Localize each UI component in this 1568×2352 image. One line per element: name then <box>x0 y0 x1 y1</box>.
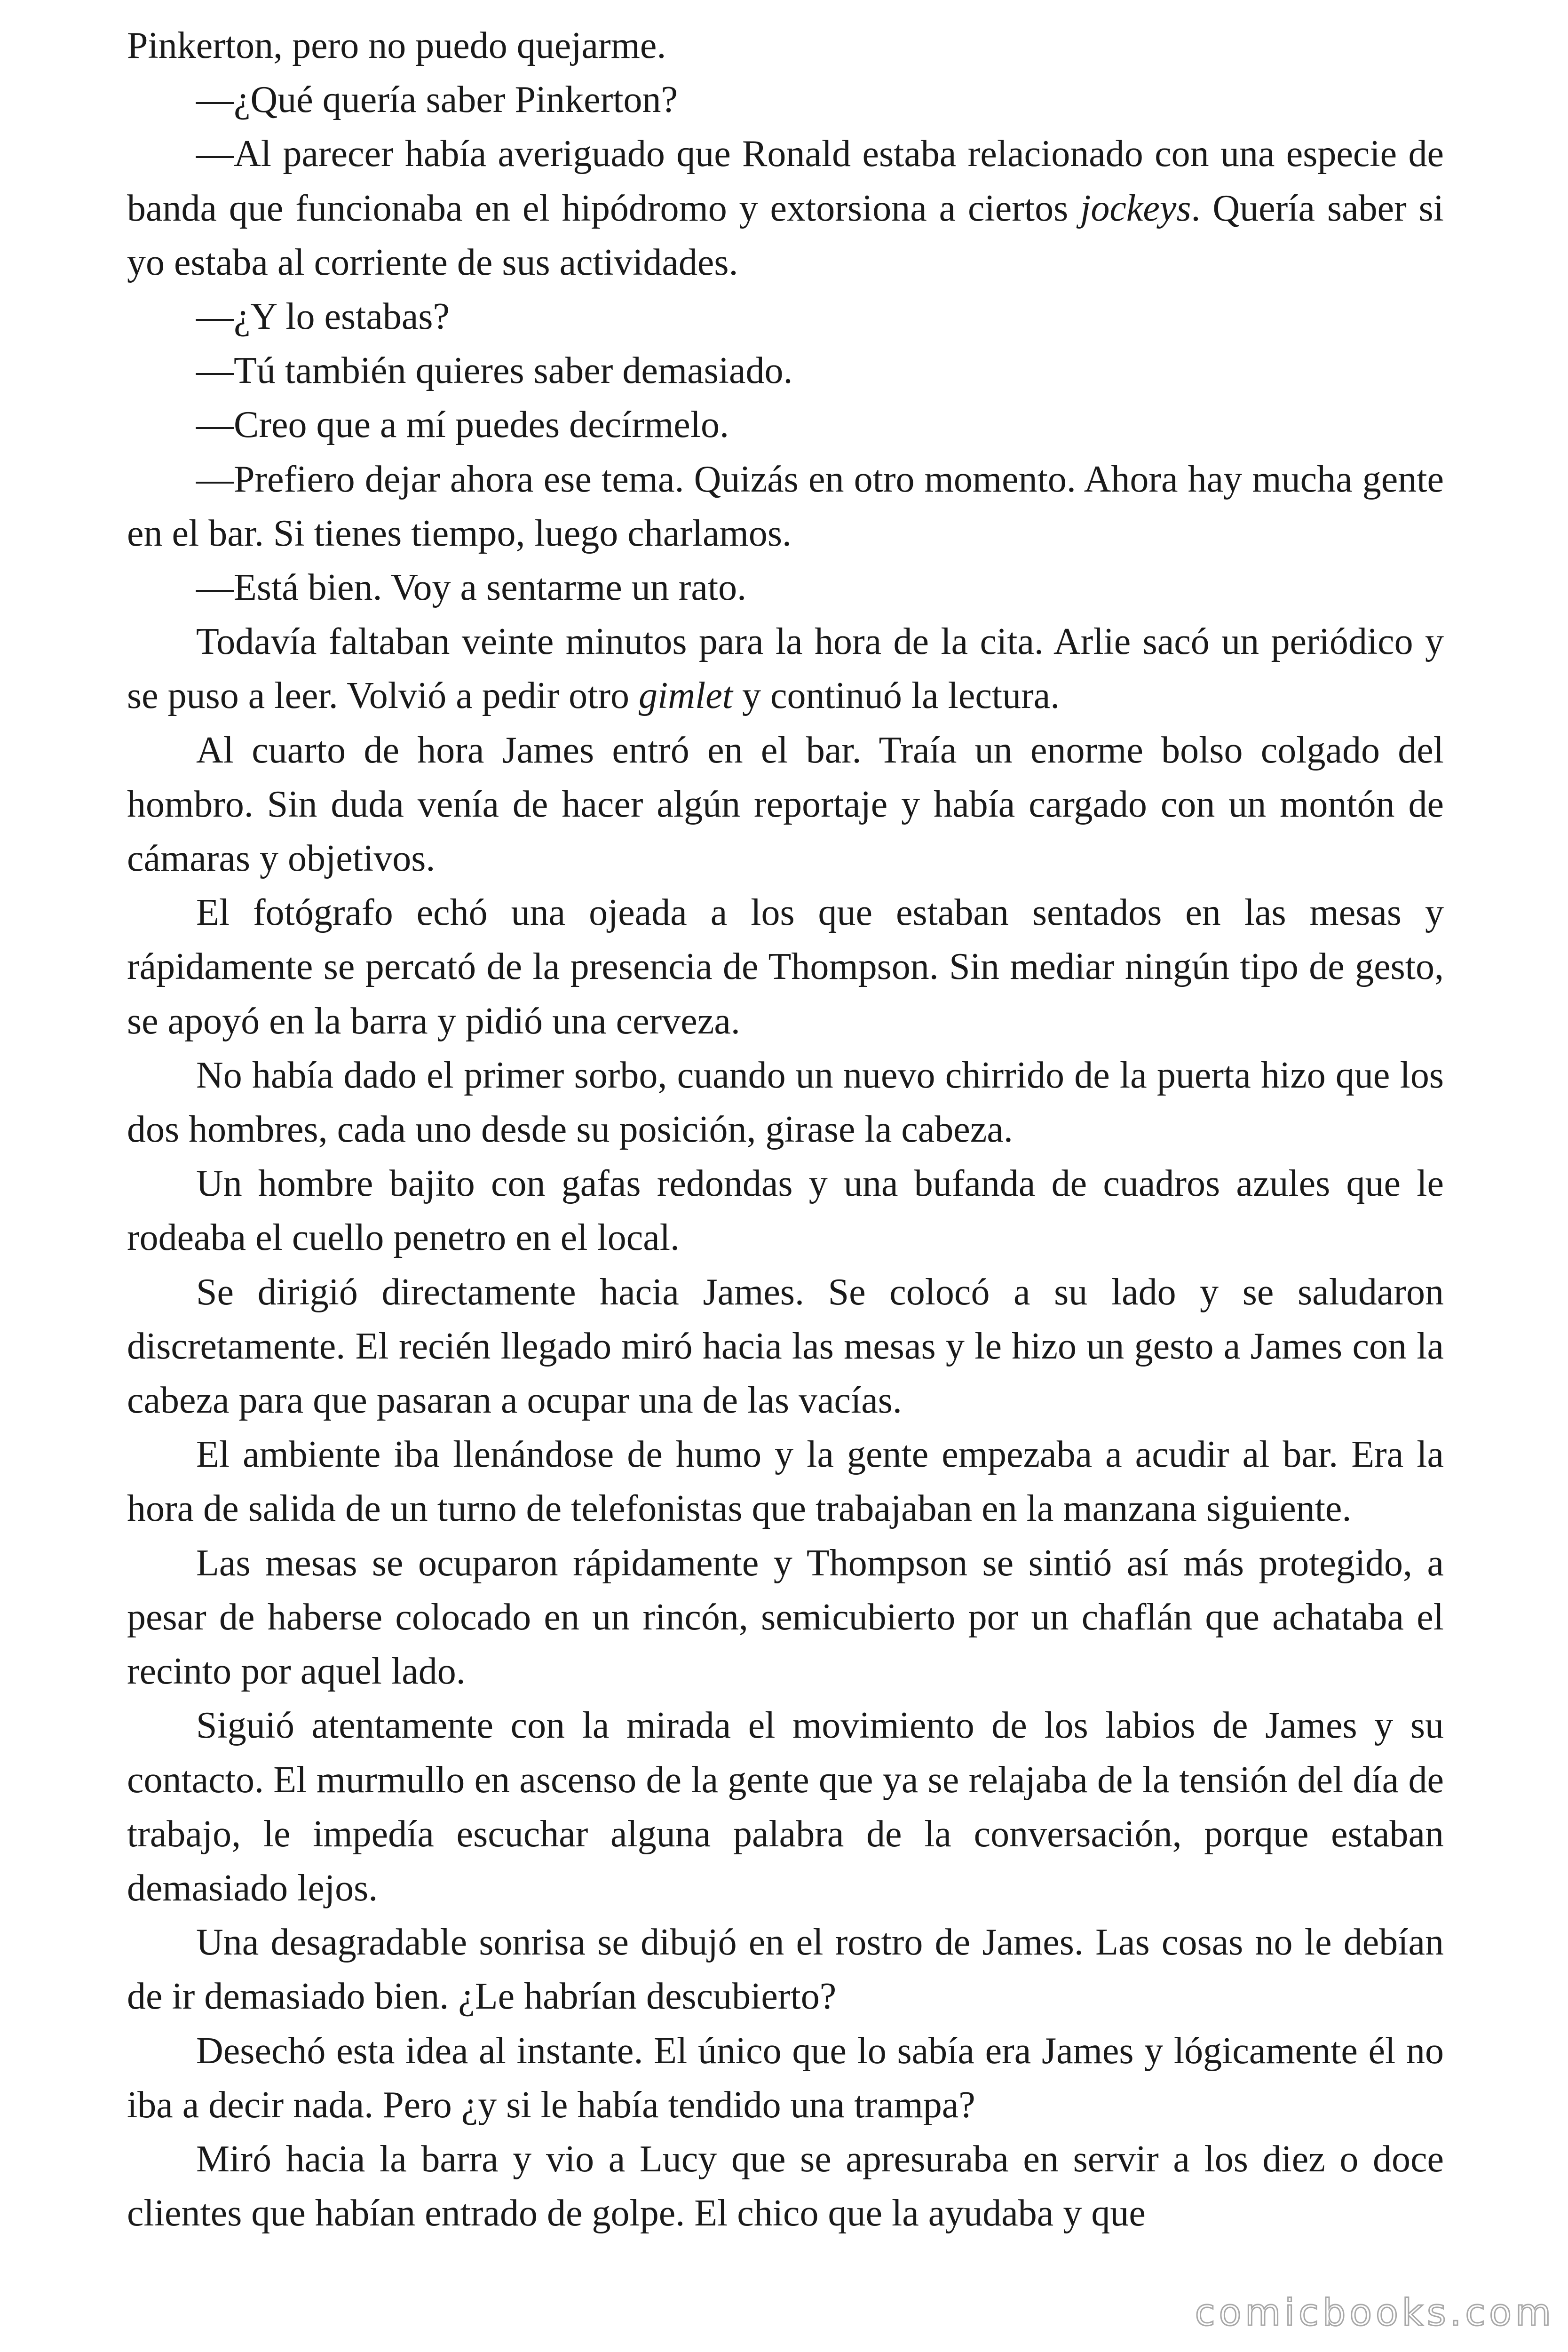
paragraph: —Tú también quieres saber demasiado. <box>196 350 793 392</box>
paragraph <box>127 127 1444 290</box>
paragraph: El fotógrafo echó una ojeada a los que estaban sentados en las mesas y rápidamente se percató de la presencia de Thompson. Sin mediar ningún tipo de gesto, se apoyó en la barra y pidió una cerveza. <box>127 892 1444 1042</box>
paragraph: Miró hacia la barra y vio a Lucy que se apresuraba en servir a los diez o doce clientes que habían entrado de golpe. El chico que la ayudaba y que <box>127 2138 1444 2234</box>
paragraph: Pinkerton, pero no puedo quejarme. <box>127 25 666 66</box>
paragraph: El ambiente iba llenándose de humo y la gente empezaba a acudir al bar. Era la hora de salida de un turno de telefonistas que trabajaban en la manzana siguiente. <box>127 1434 1444 1530</box>
book-page <box>127 19 1444 2314</box>
paragraph: Se dirigió directamente hacia James. Se colocó a su lado y se saludaron discretamente. El recién llegado miró hacia las mesas y le hizo un gesto a James con la cabeza para que pasaran a ocupar una de las vacías. <box>127 1271 1444 1422</box>
paragraph: —¿Y lo estabas? <box>196 296 450 338</box>
paragraph: —¿Qué quería saber Pinkerton? <box>196 79 678 121</box>
paragraph: No había dado el primer sorbo, cuando un nuevo chirrido de la puerta hizo que los dos hombres, cada uno desde su posición, girase la cabeza. <box>127 1054 1444 1151</box>
paragraph-text: y continuó la lectura. <box>732 675 1060 717</box>
paragraph: —Está bien. Voy a sentarme un rato. <box>196 567 747 609</box>
paragraph-text: Todavía faltaban veinte minutos para la hora de la cita. Arlie sacó un periódico y se puso a leer. Volvió a pedir otro <box>127 621 1444 717</box>
paragraph-text: . Quería saber si yo estaba al corriente de sus actividades. <box>127 187 1444 283</box>
paragraph: Un hombre bajito con gafas redondas y una bufanda de cuadros azules que le rodeaba el cuello penetro en el local. <box>127 1163 1444 1259</box>
paragraph: Una desagradable sonrisa se dibujó en el rostro de James. Las cosas no le debían de ir demasiado bien. ¿Le habrían descubierto? <box>127 1922 1444 2018</box>
italic-word: gimlet <box>638 675 733 717</box>
body-text <box>127 19 1444 2241</box>
paragraph-text: —Al parecer había averiguado que Ronald estaba relacionado con una especie de banda que funcionaba en el hipódromo y extorsiona a ciertos <box>127 133 1444 229</box>
paragraph: Al cuarto de hora James entró en el bar. Traía un enorme bolso colgado del hombro. Sin duda venía de hacer algún reportaje y había cargado con un montón de cámaras y objetivos. <box>127 729 1444 880</box>
paragraph: Desechó esta idea al instante. El único que lo sabía era James y lógicamente él no iba a decir nada. Pero ¿y si le había tendido una trampa? <box>127 2030 1444 2126</box>
paragraph: —Prefiero dejar ahora ese tema. Quizás en otro momento. Ahora hay mucha gente en el bar. Si tienes tiempo, luego charlamos. <box>127 458 1444 554</box>
paragraph: —Creo que a mí puedes decírmelo. <box>196 404 729 446</box>
paragraph: Las mesas se ocuparon rápidamente y Thompson se sintió así más protegido, a pesar de haberse colocado en un rincón, semicubierto por un chaflán que achataba el recinto por aquel lado. <box>127 1542 1444 1692</box>
watermark: comicbooks.com <box>1195 2292 1555 2334</box>
paragraph: Siguió atentamente con la mirada el movimiento de los labios de James y su contacto. El murmullo en ascenso de la gente que ya se relajaba de la tensión del día de trabajo, le impedía escuchar alguna palabra de la conversación, porque estaban demasiado lejos. <box>127 1705 1444 1909</box>
paragraph <box>127 615 1444 723</box>
italic-word: jockeys <box>1080 187 1191 229</box>
